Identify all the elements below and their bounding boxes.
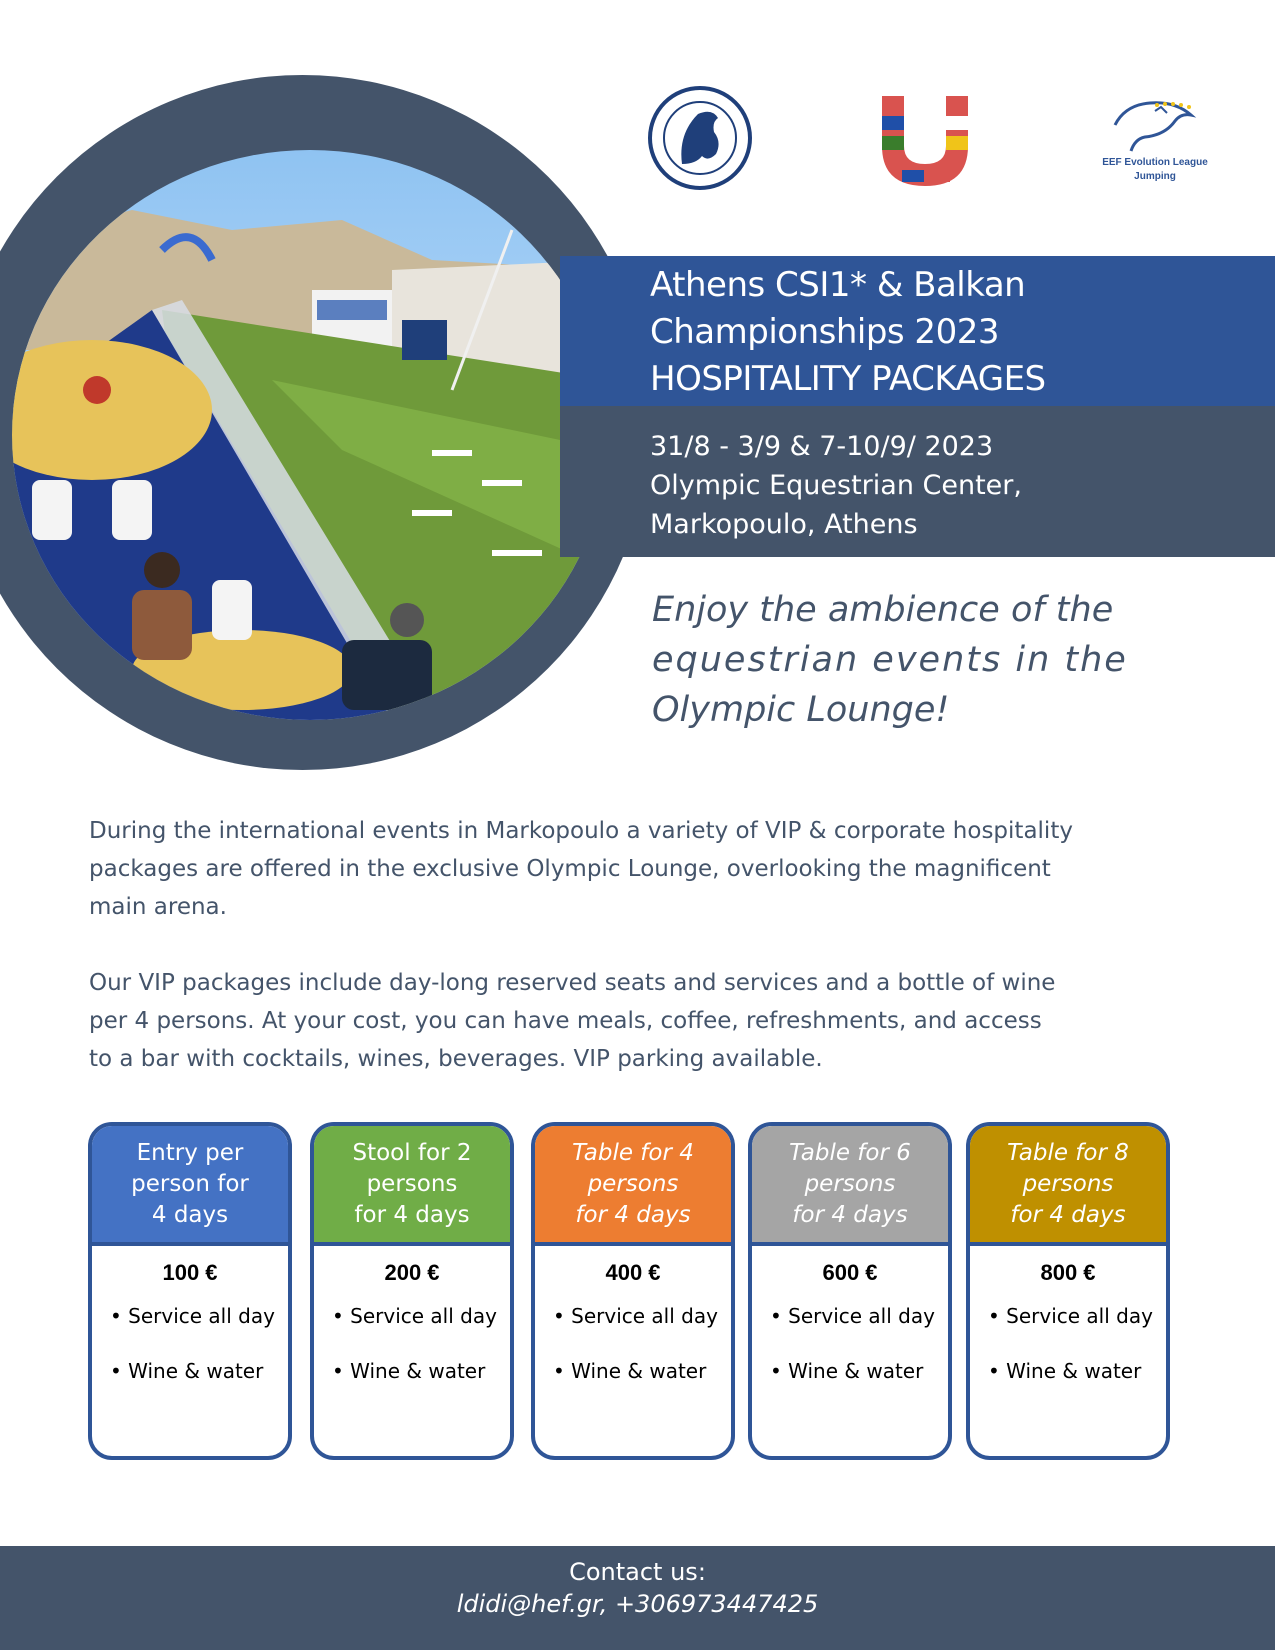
package-price: 200 € <box>384 1260 440 1285</box>
package-card-table-8 <box>966 1122 1170 1460</box>
contact-footer <box>0 1546 1275 1650</box>
package-name-line: Table for 8 <box>1007 1139 1129 1166</box>
feature-label: Service all day <box>788 1304 935 1328</box>
paragraph-line: packages are offered in the exclusive Olympic Lounge, overlooking the magnificent <box>89 856 1051 882</box>
package-card-header <box>752 1126 948 1246</box>
bullet-icon: • <box>110 1359 122 1383</box>
package-card-header <box>535 1126 731 1246</box>
package-name-line: 4 days <box>151 1201 229 1228</box>
bullet-icon: • <box>988 1359 1000 1383</box>
eef-logo-title: EEF Evolution League <box>1102 157 1208 168</box>
bullet-icon: • <box>770 1359 782 1383</box>
feature-label: Wine & water <box>571 1359 707 1383</box>
tagline-line: Enjoy the ambience of the <box>652 590 1114 630</box>
feature-label: Wine & water <box>788 1359 924 1383</box>
tagline-line: equestrian events in the <box>652 640 1128 680</box>
package-feature <box>553 1304 718 1328</box>
package-price: 100 € <box>162 1260 218 1285</box>
event-dates: 31/8 - 3/9 & 7-10/9/ 2023 <box>650 431 994 462</box>
package-name-line: Entry per <box>136 1139 244 1166</box>
event-date-venue <box>650 427 1022 544</box>
package-price: 600 € <box>822 1260 878 1285</box>
package-name-line: person for <box>131 1170 249 1197</box>
package-card-header <box>970 1126 1166 1246</box>
package-name-line: persons <box>804 1170 896 1197</box>
olympic-lounge-photo <box>12 150 608 720</box>
package-name-line: for 4 days <box>354 1201 470 1228</box>
paragraph-line: main arena. <box>89 894 227 920</box>
paragraph-line: Our VIP packages include day-long reserved seats and services and a bottle of wine <box>89 970 1056 996</box>
tagline <box>652 585 1252 735</box>
contact-heading: Contact us: <box>569 1558 706 1586</box>
package-name-line: persons <box>366 1170 458 1197</box>
horseshoe-flags-icon <box>872 86 978 194</box>
bullet-icon: • <box>110 1304 122 1328</box>
paragraph-line: to a bar with cocktails, wines, beverages. VIP parking available. <box>89 1046 823 1072</box>
package-feature <box>332 1304 497 1328</box>
package-feature <box>770 1304 935 1328</box>
package-feature <box>988 1359 1141 1383</box>
horse-head-icon <box>642 84 758 192</box>
event-title <box>650 262 1046 403</box>
event-title-line: Athens CSI1* & Balkan <box>650 265 1026 305</box>
package-name-line: Table for 4 <box>572 1139 694 1166</box>
jumping-horse-icon <box>1095 95 1215 155</box>
package-name-line: for 4 days <box>575 1201 691 1228</box>
feature-label: Wine & water <box>350 1359 486 1383</box>
event-venue-line: Markopoulo, Athens <box>650 509 918 540</box>
feature-label: Wine & water <box>1006 1359 1142 1383</box>
package-feature <box>332 1359 485 1383</box>
feature-label: Wine & water <box>128 1359 264 1383</box>
balkan-championships-logo <box>872 86 978 194</box>
arena-illustration <box>12 150 608 720</box>
feature-label: Service all day <box>1006 1304 1153 1328</box>
event-title-line: Championships 2023 <box>650 312 999 352</box>
package-name-line: persons <box>587 1170 679 1197</box>
package-card-stool <box>310 1122 514 1460</box>
package-feature <box>110 1359 263 1383</box>
package-feature <box>110 1304 275 1328</box>
package-feature <box>988 1304 1153 1328</box>
event-venue-line: Olympic Equestrian Center, <box>650 470 1022 501</box>
bullet-icon: • <box>332 1304 344 1328</box>
hef-logo <box>642 84 758 192</box>
paragraph-line: During the international events in Markopoulo a variety of VIP & corporate hospitality <box>89 818 1073 844</box>
tagline-line: Olympic Lounge! <box>652 690 950 730</box>
intro-paragraph <box>89 812 1199 926</box>
package-name-line: Stool for 2 <box>352 1139 472 1166</box>
package-card-header <box>314 1126 510 1246</box>
feature-label: Service all day <box>571 1304 718 1328</box>
bullet-icon: • <box>553 1304 565 1328</box>
feature-label: Service all day <box>128 1304 275 1328</box>
package-name-line: for 4 days <box>792 1201 908 1228</box>
feature-label: Service all day <box>350 1304 497 1328</box>
vip-paragraph <box>89 964 1199 1078</box>
bullet-icon: • <box>332 1359 344 1383</box>
package-name-line: persons <box>1022 1170 1114 1197</box>
package-feature <box>770 1359 923 1383</box>
paragraph-line: per 4 persons. At your cost, you can have meals, coffee, refreshments, and access <box>89 1008 1042 1034</box>
package-name-line: for 4 days <box>1010 1201 1126 1228</box>
package-card-header <box>92 1126 288 1246</box>
event-title-line: HOSPITALITY PACKAGES <box>650 359 1046 399</box>
bullet-icon: • <box>770 1304 782 1328</box>
package-card-table-6 <box>748 1122 952 1460</box>
bullet-icon: • <box>553 1359 565 1383</box>
package-name-line: Table for 6 <box>789 1139 911 1166</box>
eef-evolution-league-logo <box>1095 95 1215 195</box>
package-price: 800 € <box>1040 1260 1096 1285</box>
package-card-entry <box>88 1122 292 1460</box>
package-feature <box>553 1359 706 1383</box>
package-price: 400 € <box>605 1260 661 1285</box>
package-card-table-4 <box>531 1122 735 1460</box>
contact-details[interactable]: ldidi@hef.gr, +306973447425 <box>456 1590 819 1618</box>
eef-logo-subtitle: Jumping <box>1134 171 1176 182</box>
bullet-icon: • <box>988 1304 1000 1328</box>
